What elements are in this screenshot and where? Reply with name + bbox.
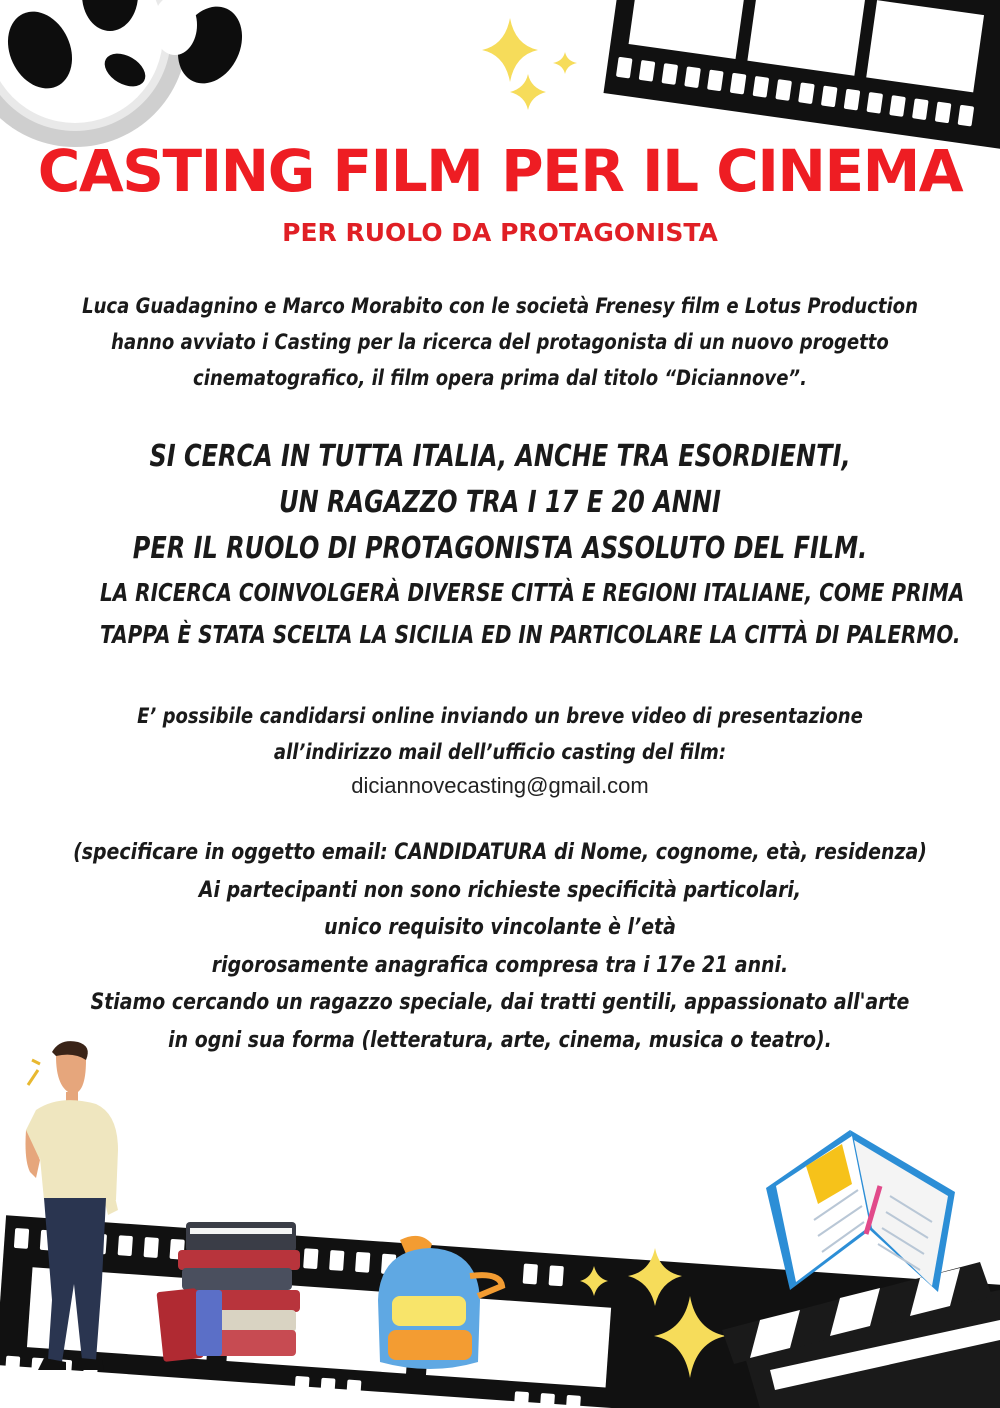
search-line: UN RAGAZZO TRA I 17 E 20 ANNI: [279, 485, 721, 520]
intro-line: hanno avviato i Casting per la ricerca del protagonista di un nuovo progetto: [111, 330, 889, 354]
requirement-line: in ogni sua forma (letteratura, arte, cinema, musica o teatro).: [168, 1027, 832, 1053]
film-strip-icon: [603, 0, 1000, 151]
intro-line: cinematografico, il film opera prima dal titolo “Diciannove”.: [193, 366, 807, 390]
open-book-icon: [766, 1130, 955, 1292]
intro-line: Luca Guadagnino e Marco Morabito con le società Frenesy film e Lotus Production: [82, 294, 918, 318]
apply-line: all’indirizzo mail dell’ufficio casting del film:: [273, 740, 727, 764]
search-line: PER IL RUOLO DI PROTAGONISTA ASSOLUTO DEL FILM.: [132, 531, 868, 566]
requirement-line: Ai partecipanti non sono richieste specificità particolari,: [198, 877, 802, 903]
poster-subtitle: PER RUOLO DA PROTAGONISTA: [282, 218, 718, 247]
requirement-line: Stiamo cercando un ragazzo speciale, dai tratti gentili, appassionato all'arte: [90, 990, 910, 1015]
search-line: SI CERCA IN TUTTA ITALIA, ANCHE TRA ESORDIENTI,: [149, 439, 851, 474]
requirements-paragraph: [70, 834, 930, 1059]
search-line: LA RICERCA COINVOLGERÀ DIVERSE CITTÀ E REGIONI ITALIANE, COME PRIMA: [100, 578, 965, 607]
apply-line: E’ possibile candidarsi online inviando un breve video di presentazione: [137, 704, 863, 728]
casting-email[interactable]: diciannovecasting@gmail.com: [351, 773, 649, 798]
apply-instructions: [70, 698, 930, 770]
star-icon: [482, 18, 577, 110]
requirement-line: rigorosamente anagrafica compresa tra i 17e 21 anni.: [211, 952, 789, 978]
intro-paragraph: [70, 288, 930, 396]
search-line: TAPPA È STATA SCELTA LA SICILIA ED IN PARTICOLARE LA CITTÀ DI PALERMO.: [100, 620, 961, 649]
search-announcement: [100, 434, 965, 656]
requirement-line: unico requisito vincolante è l’età: [324, 915, 676, 940]
poster-title: CASTING FILM PER IL CINEMA: [37, 137, 963, 205]
film-reel-icon: [0, 0, 254, 147]
requirement-line: (specificare in oggetto email: CANDIDATURA di Nome, cognome, età, residenza): [73, 840, 927, 865]
